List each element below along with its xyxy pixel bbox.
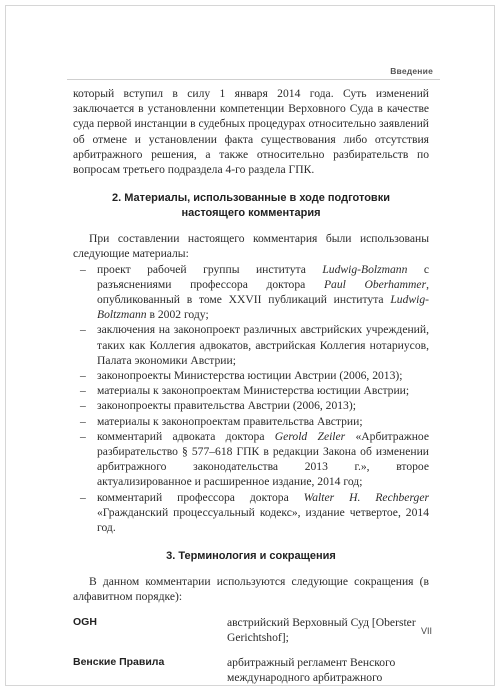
page-number: VII bbox=[420, 626, 432, 636]
bullet-dash: – bbox=[80, 323, 86, 337]
bullet-dash: – bbox=[80, 399, 86, 413]
italic-name: Walter H. Rechberger bbox=[303, 490, 429, 504]
abbreviation-row bbox=[73, 615, 429, 645]
abbreviation-term: Венские Правила bbox=[73, 656, 165, 669]
materials-list-item: – материалы к законопроектам Министерства юстиции Австрии; bbox=[80, 384, 410, 398]
section-2-heading bbox=[73, 191, 429, 221]
bullet-dash: – bbox=[80, 384, 86, 398]
section-2-lead: При составлении настоящего комментария были использованы следующие материалы: bbox=[73, 232, 429, 261]
materials-list-item: – заключения на законопроект различных австрийских учреждений, таких как Коллегия адвокатов, австрийская Коллегия нотариусов, Палата экономики Австрии; bbox=[80, 323, 429, 367]
section-3-lead: В данном комментарии используются следующие сокращения (в алфавитном порядке): bbox=[73, 575, 429, 604]
italic-name: Ludwig-Bolzmann bbox=[322, 262, 408, 276]
bullet-dash: – bbox=[80, 490, 86, 504]
bullet-dash: – bbox=[80, 262, 86, 276]
bullet-dash: – bbox=[80, 369, 86, 383]
abbreviation-term: OGH bbox=[73, 615, 97, 628]
materials-list-item: – законопроекты правительства Австрии (2006, 2013); bbox=[80, 399, 356, 413]
page-body bbox=[73, 86, 429, 686]
header-rule bbox=[67, 79, 440, 80]
abbreviation-definition: арбитражный регламент Венского международного арбитражного bbox=[227, 656, 396, 685]
bullet-dash: – bbox=[80, 429, 86, 443]
section-2-heading-line1: 2. Материалы, использованные в ходе подготовки bbox=[112, 192, 390, 205]
abbreviation-definition: австрийский Верховный Суд [Oberster Gerichtshof]; bbox=[227, 615, 416, 644]
section-2-heading-line2: настоящего комментария bbox=[181, 207, 321, 220]
running-head: Введение bbox=[390, 66, 433, 76]
section-3-heading: 3. Терминология и сокращения bbox=[166, 550, 336, 563]
materials-list bbox=[73, 262, 429, 536]
bullet-dash: – bbox=[80, 414, 86, 428]
italic-name: Gerold Zeiler bbox=[274, 429, 346, 443]
italic-name: Paul Oberhammer bbox=[323, 277, 427, 291]
materials-list-item: – материалы к законопроектам правительства Австрии; bbox=[80, 414, 363, 428]
materials-list-item: – законопроекты Министерства юстиции Австрии (2006, 2013); bbox=[80, 369, 403, 383]
materials-list-item: – комментарий профессора доктора Walter H. Rechberger «Гражданский процессуальный кодекс», издание четвертое, 2014 год. bbox=[80, 490, 429, 535]
abbreviation-row bbox=[73, 655, 429, 685]
italic-name: Ludwig-Boltzmann bbox=[97, 293, 429, 322]
materials-list-item: – проект рабочей группы института Ludwig-Bolzmann с разъяснениями профессора доктора Paul Oberhammer, опубликованный в томе XXVII публикаций института Ludwig-Boltzmann в 2002 году; bbox=[80, 262, 429, 322]
abbreviation-list bbox=[73, 615, 429, 686]
materials-list-item: – комментарий адвоката доктора Gerold Zeiler «Арбитражное разбирательство § 577–618 ГПК в редакции Закона об изменении арбитражного законодательства 2013 г.», второе актуализированное и расширенное издание, 2014 год; bbox=[80, 429, 430, 489]
intro-paragraph: который вступил в силу 1 января 2014 года. Суть изменений заключается в установленни компетенции Верховного Суда в качестве суда первой инстанции в судебных процедурах относительно заявлений об отмене и установлении факта существования либо отсутствия арбитражного решения, а также относительно разбирательств по вопросам третьего подраздела 4-го раздела ГПК. bbox=[73, 87, 429, 177]
